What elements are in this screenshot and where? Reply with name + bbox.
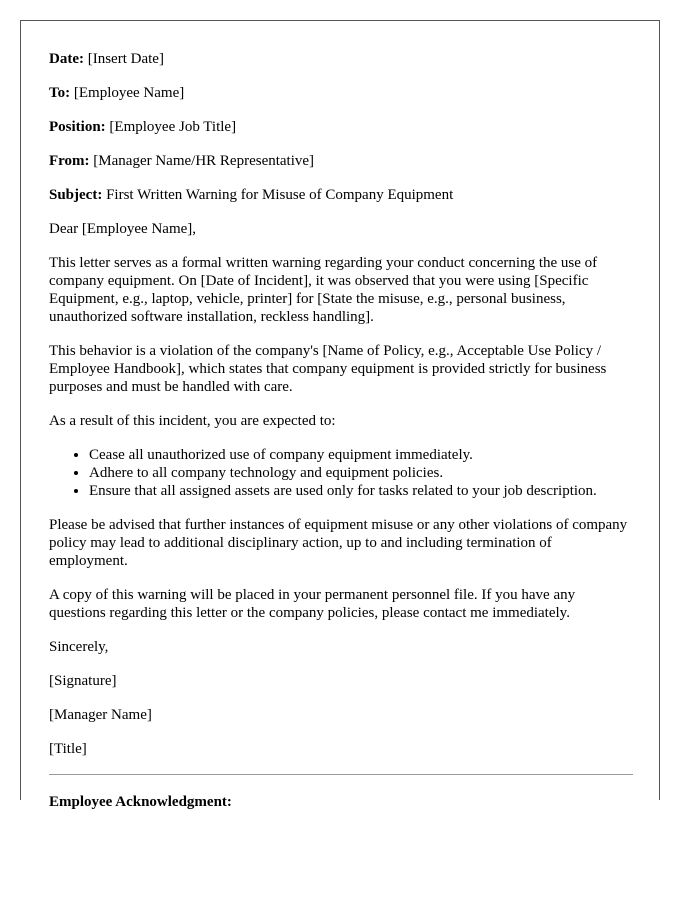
position-line — [49, 118, 633, 136]
position-label: Position: — [49, 119, 106, 135]
from-label: From: — [49, 153, 90, 169]
paragraph-personnel-file: A copy of this warning will be placed in your permanent personnel file. If you have any questions regarding this letter or the company policies, please contact me immediately. — [49, 587, 576, 621]
acknowledgment-heading: Employee Acknowledgment: — [49, 794, 232, 810]
manager-name-placeholder: [Manager Name] — [49, 707, 152, 723]
salutation: Dear [Employee Name], — [49, 221, 197, 237]
expectations-list — [49, 446, 633, 500]
section-divider — [49, 774, 633, 775]
paragraph-further-action: Please be advised that further instances of equipment misuse or any other violations of company policy may lead to additional disciplinary action, up to and including termination of employment. — [49, 517, 628, 569]
list-item: • Adhere to all company technology and equipment policies. — [89, 464, 633, 482]
subject-line — [49, 186, 633, 204]
subject-label: Subject: — [49, 187, 103, 203]
date-line — [49, 50, 633, 68]
expectations-intro: As a result of this incident, you are expected to: — [49, 413, 336, 429]
from-value: [Manager Name/HR Representative] — [93, 153, 315, 169]
letter-content — [49, 50, 633, 827]
to-label: To: — [49, 85, 71, 101]
list-item: • Cease all unauthorized use of company equipment immediately. — [89, 446, 633, 464]
letter-page — [20, 20, 660, 810]
sign-off: Sincerely, — [49, 639, 109, 655]
to-line — [49, 84, 633, 102]
list-item: • Ensure that all assigned assets are used only for tasks related to your job description. — [89, 482, 633, 500]
from-line — [49, 152, 633, 170]
date-value: [Insert Date] — [87, 51, 164, 67]
paragraph-policy-violation: This behavior is a violation of the company's [Name of Policy, e.g., Acceptable Use Policy / Employee Handbook], which states that company equipment is provided strictly for business purposes and must be handled with care. — [49, 343, 607, 395]
title-placeholder: [Title] — [49, 741, 87, 757]
signature-placeholder: [Signature] — [49, 673, 117, 689]
paragraph-incident: This letter serves as a formal written warning regarding your conduct concerning the use of company equipment. On [Date of Incident], it was observed that you were using [Specific Equipment, e.g., laptop, vehicle, printer] for [State the misuse, e.g., personal business, unauthorized software installation, reckless handling]. — [49, 255, 598, 325]
to-value: [Employee Name] — [73, 85, 185, 101]
date-label: Date: — [49, 51, 84, 67]
position-value: [Employee Job Title] — [109, 119, 237, 135]
subject-value: First Written Warning for Misuse of Company Equipment — [106, 187, 454, 203]
